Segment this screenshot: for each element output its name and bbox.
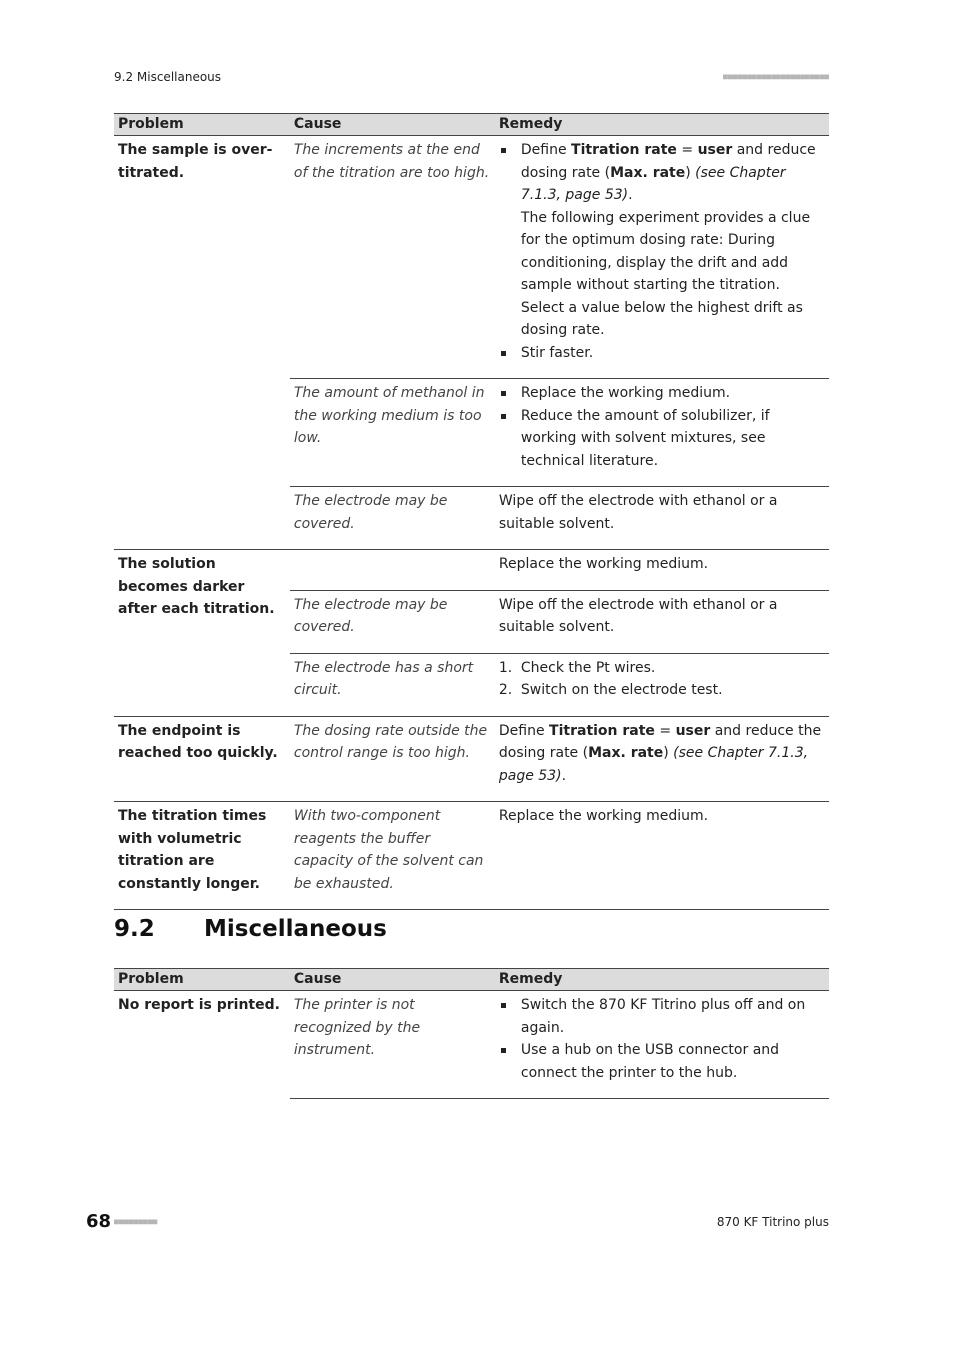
cause-cell: The electrode has a short circuit. (290, 653, 495, 716)
table-row (114, 991, 829, 1099)
cause-cell: The printer is not recognized by the instrument. (290, 991, 495, 1099)
remedy-bullet: Use a hub on the USB connector and connect the printer to the hub. (499, 1039, 825, 1084)
section-title: Miscellaneous (204, 916, 387, 942)
chapter-reference: (see Chapter 7.1.3, page 53) (520, 164, 786, 203)
remedy-note: The following experiment provides a clue for the optimum dosing rate: During conditioning, display the drift and add sample without starting the titration. Select a value below the highest drift as dosing rate. (520, 209, 811, 338)
problem-cell: The solution becomes darker after each titration. (114, 550, 290, 717)
problem-cell: No report is printed. (118, 997, 280, 1013)
troubleshooting-table (114, 113, 829, 910)
remedy-cell: Wipe off the electrode with ethanol or a suitable solvent. (495, 590, 829, 653)
remedy-step: 2. Switch on the electrode test. (498, 682, 723, 698)
cause-cell (290, 550, 495, 591)
footer-product-name: 870 KF Titrino plus (716, 1215, 829, 1229)
table-row (114, 136, 829, 379)
remedy-cell (495, 379, 829, 487)
remedy-bullet: Replace the working medium. (499, 382, 825, 405)
cause-cell: The electrode may be covered. (290, 590, 495, 653)
page-number: 68 (86, 1211, 112, 1232)
cause-cell: The electrode may be covered. (290, 487, 495, 550)
remedy-cell: Define Titration rate = user and reduce the dosing rate (Max. rate) (see Chapter 7.1.3, page 53). (495, 716, 829, 802)
col-header-problem: Problem (114, 969, 290, 991)
section-number: 9.2 (114, 916, 155, 942)
col-header-remedy: Remedy (495, 969, 829, 991)
table-row (114, 716, 829, 802)
remedy-bullet: Reduce the amount of solubilizer, if working with solvent mixtures, see technical literature. (499, 405, 825, 473)
col-header-problem: Problem (114, 114, 290, 136)
col-header-cause: Cause (290, 114, 495, 136)
footer-decor-squares: ■■■■■■■■■ (114, 1217, 158, 1226)
remedy-bullet: Stir faster. (499, 342, 825, 365)
problem-cell: The titration times with volumetric titration are constantly longer. (114, 802, 290, 910)
header-decor-squares: ■■■■■■■■■■■■■■■■■■■■■■ (723, 72, 829, 81)
remedy-bullet: Switch the 870 KF Titrino plus off and on again. (499, 994, 825, 1039)
table-header-row (114, 114, 829, 136)
remedy-cell: Replace the working medium. (495, 802, 829, 910)
remedy-bullet: Define Titration rate = user and reduce dosing rate (Max. rate) (see Chapter 7.1.3, page 53). The following experiment provides a clue for the optimum dosing rate: During conditioning, display the drift and add sample without starting the titration. Select a value below the highest drift as dosing rate. (499, 139, 825, 342)
cause-cell: The dosing rate outside the control range is too high. (290, 716, 495, 802)
cause-cell: With two-component reagents the buffer capacity of the solvent can be exhausted. (290, 802, 495, 910)
problem-cell: The sample is over-titrated. (114, 136, 290, 550)
chapter-reference: (see Chapter 7.1.3, page 53) (498, 745, 809, 784)
remedy-cell: Replace the working medium. (495, 550, 829, 591)
remedy-cell (495, 991, 829, 1099)
cause-cell: The amount of methanol in the working medium is too low. (290, 379, 495, 487)
miscellaneous-table (114, 968, 829, 1099)
running-head-section: 9.2 Miscellaneous (114, 70, 222, 84)
remedy-cell: Wipe off the electrode with ethanol or a suitable solvent. (495, 487, 829, 550)
col-header-cause: Cause (290, 969, 495, 991)
table-row (114, 802, 829, 910)
table-header-row (114, 969, 829, 991)
remedy-cell (495, 136, 829, 379)
cause-cell: The increments at the end of the titration are too high. (290, 136, 495, 379)
table-row (114, 550, 829, 591)
col-header-remedy: Remedy (495, 114, 829, 136)
remedy-step: 1. Check the Pt wires. (498, 659, 656, 676)
problem-cell: The endpoint is reached too quickly. (114, 716, 290, 802)
remedy-cell (495, 653, 829, 716)
section-heading (114, 916, 387, 942)
